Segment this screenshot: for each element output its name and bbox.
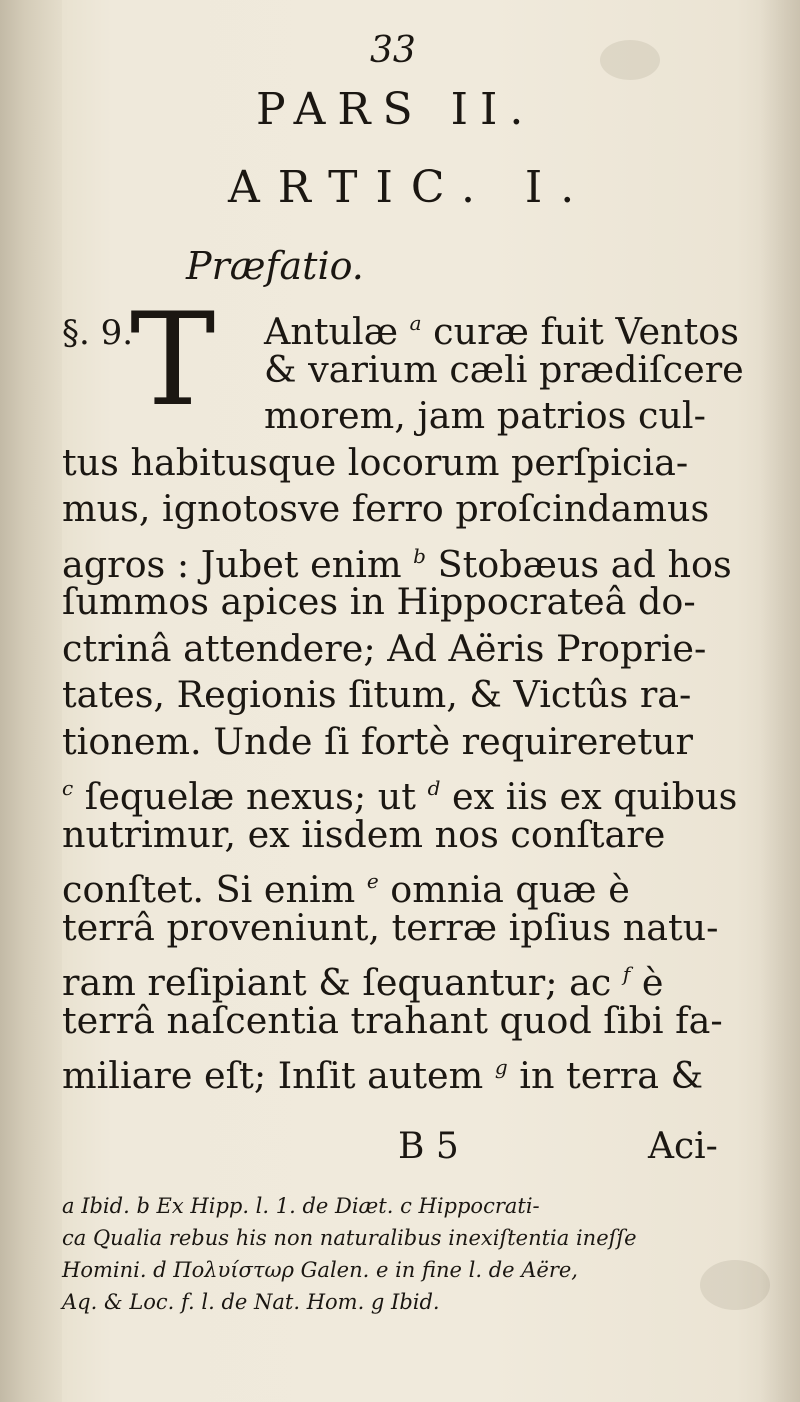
line-text: terrâ naſcentia trahant quod ſibi fa- — [62, 998, 723, 1042]
text-line — [62, 347, 752, 394]
text-line — [62, 812, 752, 859]
text-line — [62, 951, 752, 1004]
line-text: tates, Regionis ſitum, & Victûs ra- — [62, 673, 692, 716]
footnote-ref: g — [494, 1055, 508, 1079]
section-mark: §. 9. — [62, 313, 134, 353]
page-edge-shadow — [760, 0, 800, 1402]
line-text: nutrimur, ex iisdem nos conſtare — [62, 812, 666, 856]
text-line — [62, 1044, 752, 1097]
footnote-line: a Ibid. b Ex Hipp. l. 1. de Diæt. c Hippocrati- — [62, 1194, 540, 1218]
preface-subtitle: Præfatio. — [186, 244, 364, 288]
footnote-ref: f — [622, 962, 631, 986]
text-line — [62, 579, 752, 626]
footnote-line: ca Qualia rebus his non naturalibus inexiſtentia ineſſe — [62, 1226, 637, 1250]
footnote-ref: d — [427, 776, 441, 800]
footnotes — [62, 1190, 762, 1318]
body-text — [62, 286, 752, 1097]
footnote-line: Aq. & Loc. f. l. de Nat. Hom. g Ibid. — [62, 1290, 440, 1314]
footnote-ref: e — [366, 869, 379, 893]
text-line — [62, 719, 752, 766]
text-line — [62, 486, 752, 533]
line-text: terrâ proveniunt, terræ ipſius natu- — [62, 905, 719, 949]
text-line — [62, 393, 752, 440]
footnote-ref: a — [409, 311, 422, 335]
line-text: tionem. Unde ſi fortè requireretur — [62, 719, 693, 763]
text-line — [62, 905, 752, 952]
line-text: morem, jam patrios cul- — [264, 394, 706, 437]
line-text: agros : Jubet enim — [62, 542, 414, 586]
line-text: miliare eſt; Inſit autem — [62, 1054, 495, 1097]
line-text: ex iis ex quibus — [440, 775, 738, 818]
line-text: conſtet. Si enim — [62, 868, 367, 911]
text-line — [62, 858, 752, 911]
text-line — [62, 440, 752, 487]
line-text: mus, ignotosve ferro proſcindamus — [62, 487, 710, 530]
line-text: ram reſipiant & ſequantur; ac — [62, 961, 623, 1004]
line-text: ſequelæ nexus; ut — [73, 775, 428, 818]
line-text: & varium cæli prædiſcere — [264, 347, 744, 391]
line-text: Antulæ — [264, 310, 410, 353]
line-text: ſummos apices in Hippocrateâ do- — [62, 580, 696, 623]
footnote-ref: c — [62, 776, 74, 800]
page-number: 33 — [370, 30, 416, 71]
signature-mark: B 5 — [398, 1126, 459, 1167]
text-line — [62, 765, 752, 818]
footnote-ref: b — [413, 543, 426, 568]
line-text: Stobæus ad hos — [425, 542, 732, 586]
part-heading: PARS II. — [256, 84, 536, 135]
line-text: curæ fuit Ventos — [421, 310, 739, 353]
line-text: ctrinâ attendere; Ad Aëris Proprie- — [62, 626, 707, 670]
line-text: in terra & — [507, 1054, 704, 1097]
line-text: è — [630, 961, 664, 1004]
text-line — [62, 998, 752, 1045]
text-line — [62, 626, 752, 673]
drop-cap: T — [130, 286, 216, 435]
article-heading: ARTIC. I. — [228, 162, 593, 213]
footnote-line: Homini. d Πολυίστωρ Galen. e in fine l. de Aëre, — [62, 1258, 578, 1282]
text-line — [62, 533, 752, 586]
line-text: omnia quæ è — [378, 868, 630, 911]
catchword: Aci- — [648, 1126, 718, 1167]
line-text: tus habitusque locorum perſpicia- — [62, 440, 689, 484]
paper-stain — [600, 40, 660, 80]
text-line — [62, 672, 752, 719]
text-line — [62, 300, 752, 353]
binding-gutter — [0, 0, 62, 1402]
